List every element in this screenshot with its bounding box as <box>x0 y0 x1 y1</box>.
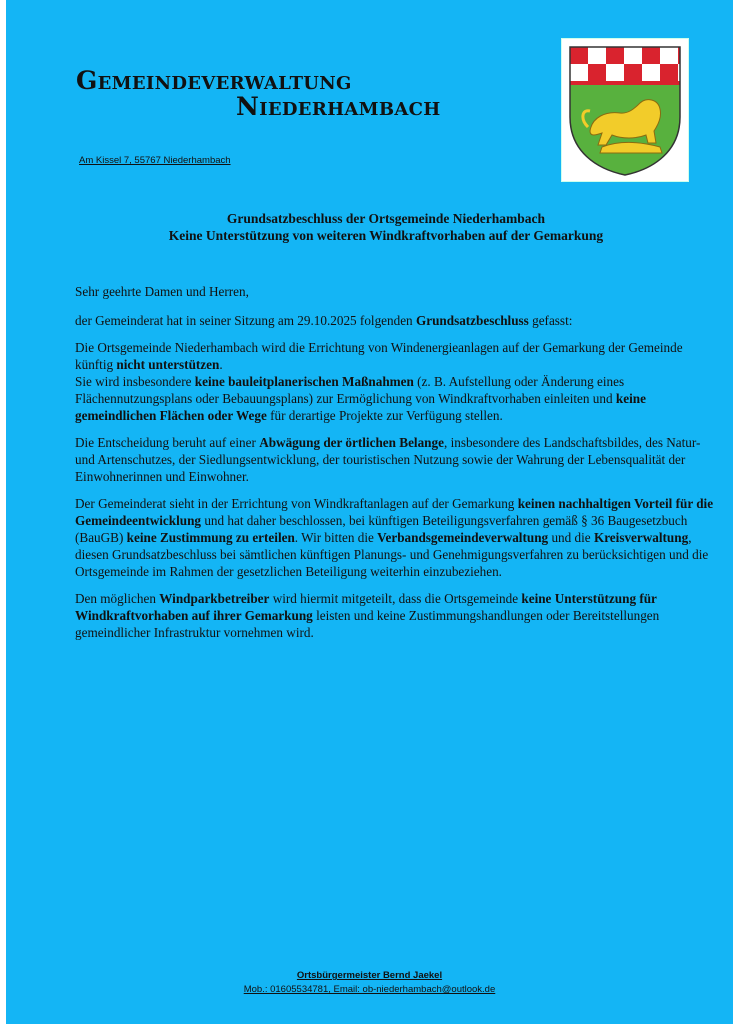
p4-text-c: und hat daher beschlossen, bei künftigen Beteiligungsverfahren gemäß § 36 Baugesetzbuch (BauGB) <box>75 513 688 545</box>
p4-text-a: Der Gemeinderat sieht in der Errichtung von Windkraftanlagen auf der Gemarkung <box>75 496 518 511</box>
p4-bold-f: Verbandsgemeindeverwaltung <box>377 530 549 545</box>
p1-text-a: der Gemeinderat hat in seiner Sitzung am 29.10.2025 folgenden <box>75 313 416 328</box>
coat-of-arms-icon <box>562 39 688 181</box>
paragraph-5 <box>75 590 715 641</box>
coat-of-arms-image <box>561 38 689 182</box>
p2-bold-b: nicht unterstützen <box>116 357 220 372</box>
letter-page <box>6 0 733 1024</box>
subject-line-1: Grundsatzbeschluss der Ortsgemeinde Niederhambach <box>226 211 546 226</box>
p3-text-a: Die Entscheidung beruht auf einer <box>75 435 260 450</box>
p5-text-e: leisten und keine Zustimmungshandlungen oder Bereitstellungen gemeindlicher Infrastruktur vornehmen wird. <box>75 608 660 640</box>
letterhead-title-line2: Niederhambach <box>236 92 441 121</box>
paragraph-1 <box>75 312 715 329</box>
p2-bold-e: keine bauleitplanerischen Maßnahmen <box>194 374 414 389</box>
p2-text-d: Sie wird insbesondere <box>75 374 195 389</box>
p4-bold-b: keinen nachhaltigen Vorteil für die Gemeindeentwicklung <box>75 496 714 528</box>
p5-bold-b: Windparkbetreiber <box>159 591 270 606</box>
subject-heading <box>66 210 706 244</box>
p4-bold-h: Kreisverwaltung <box>593 530 689 545</box>
signatory-name: Ortsbürgermeister Bernd Jaekel <box>296 970 443 981</box>
p1-bold-b: Grundsatzbeschluss <box>415 313 529 328</box>
p4-text-i: , diesen Grundsatzbeschluss bei sämtlichen künftigen Planungs- und Genehmigungsverfahren zu berücksichtigen und die Ortsgemeinde im Rahmen der gesetzlichen Beteiligung weiterhin einzubeziehen. <box>75 530 709 579</box>
p5-text-c: wird hiermit mitgeteilt, dass die Ortsgemeinde <box>269 591 522 606</box>
p5-bold-d: keine Unterstützung für Windkraftvorhaben auf ihrer Gemarkung <box>75 591 657 623</box>
paragraph-4 <box>75 495 715 580</box>
letterhead-title: Gemeindeverwaltung <box>76 66 352 95</box>
greeting: Sehr geehrte Damen und Herren, <box>75 284 249 299</box>
p2-text-a: Die Ortsgemeinde Niederhambach wird die Errichtung von Windenergieanlagen auf der Gemarkung der Gemeinde künftig <box>75 340 683 372</box>
p3-bold-b: Abwägung der örtlichen Belange <box>259 435 444 450</box>
letterhead-address: Am Kissel 7, 55767 Niederhambach <box>79 155 231 166</box>
p2-bold-g: keine gemeindlichen Flächen oder Wege <box>75 391 646 423</box>
p1-text-c: gefasst: <box>528 313 573 328</box>
signatory-contact: Mob.: 01605534781, Email: ob-niederhambach@outlook.de <box>243 984 496 995</box>
p3-text-c: , insbesondere des Landschaftsbildes, des Natur- und Artenschutzes, der Siedlungsentwicklung, der touristischen Nutzung sowie der Wahrung der Lebensqualität der Einwohnerinnen und Einwohner. <box>75 435 701 484</box>
paragraph-2 <box>75 339 715 424</box>
letter-body <box>75 283 715 651</box>
p4-text-g: und die <box>548 530 594 545</box>
p5-text-a: Den möglichen <box>75 591 160 606</box>
p4-bold-d: keine Zustimmung zu erteilen <box>126 530 295 545</box>
paragraph-3 <box>75 434 715 485</box>
p4-text-e: . Wir bitten die <box>294 530 378 545</box>
letter-footer <box>6 969 733 997</box>
subject-line-2: Keine Unterstützung von weiteren Windkraftvorhaben auf der Gemarkung <box>168 228 604 243</box>
p2-text-c: . <box>219 357 223 372</box>
p2-text-f: (z. B. Aufstellung oder Änderung eines Flächennutzungsplans oder Bebauungsplans) zur Ermöglichung von Windkraftvorhaben einleiten und <box>75 374 625 406</box>
p2-text-h: für derartige Projekte zur Verfügung stellen. <box>266 408 503 423</box>
